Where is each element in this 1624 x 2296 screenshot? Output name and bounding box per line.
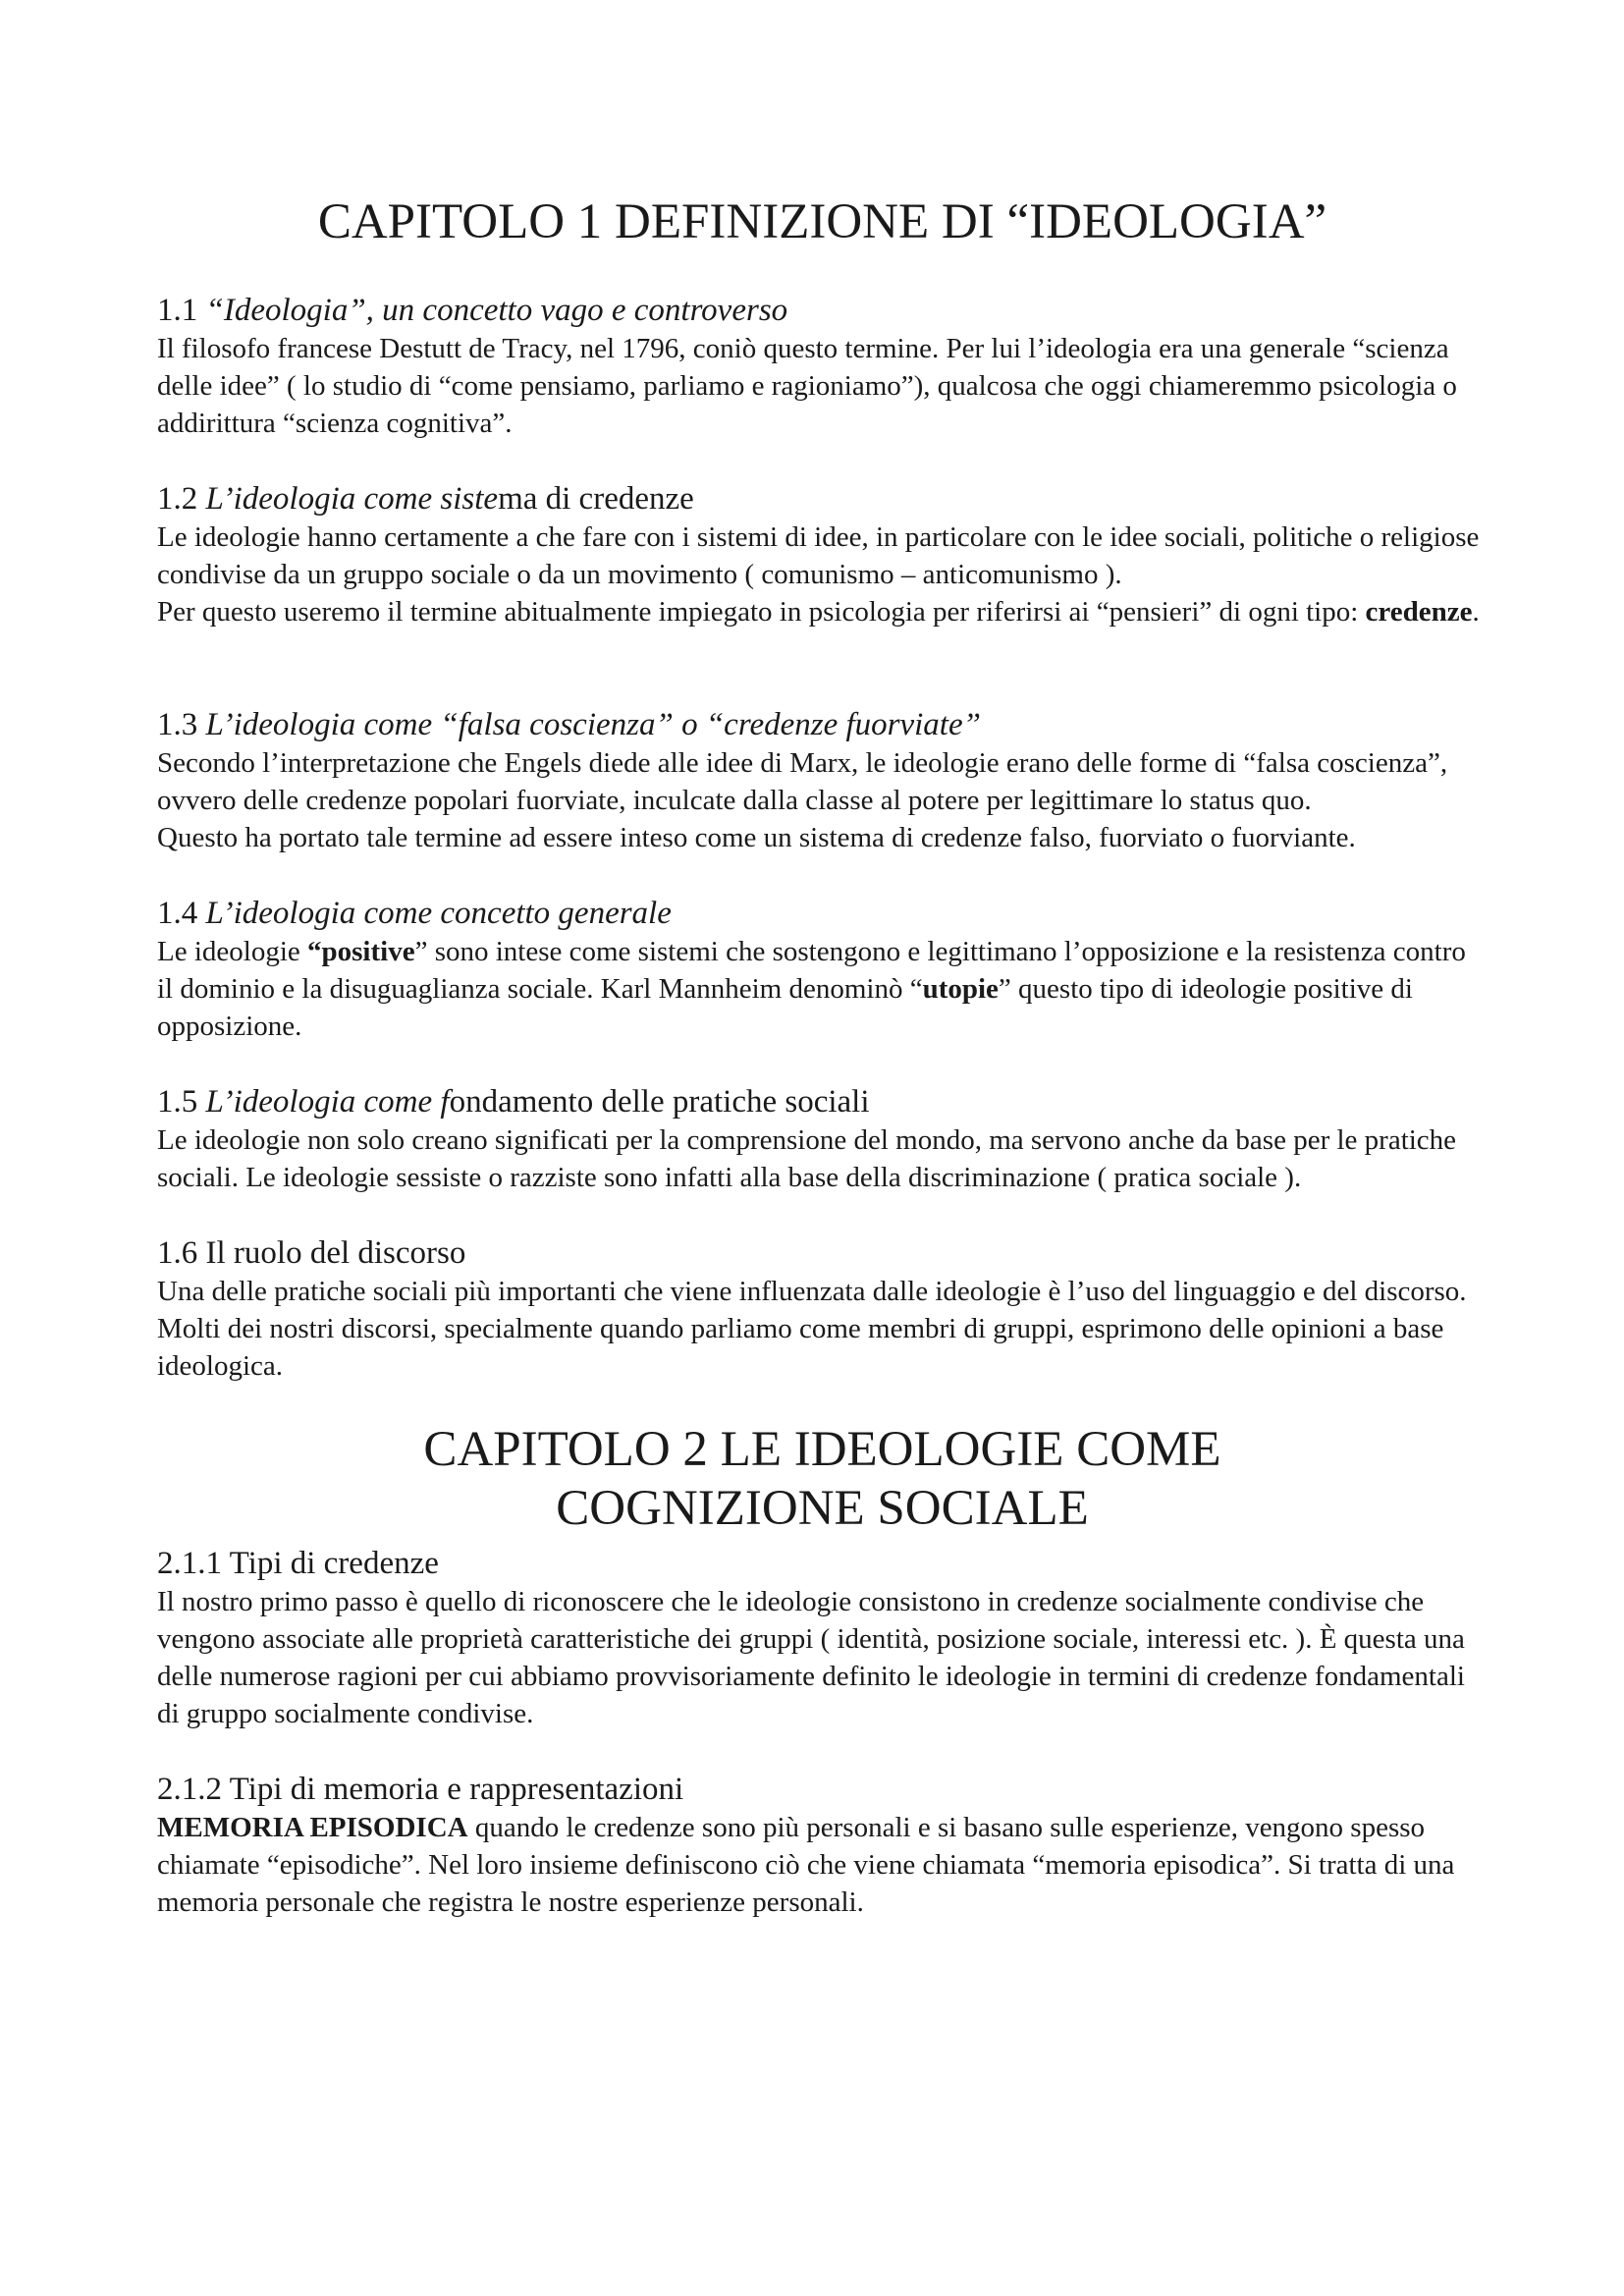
chapter1-title: CAPITOLO 1 DEFINIZIONE DI “IDEOLOGIA” bbox=[317, 194, 1327, 249]
section-1-4-heading bbox=[157, 894, 1488, 933]
section-2-1-2 bbox=[157, 1770, 1488, 1921]
term-memoria-episodica: MEMORIA EPISODICA bbox=[157, 1812, 468, 1843]
section-1-6-heading: 1.6 Il ruolo del discorso bbox=[157, 1235, 466, 1271]
section-1-1-paragraph: Il filosofo francese Destutt de Tracy, nel 1796, coniò questo termine. Per lui l’ideologia era una generale “scienza delle idee” ( lo studio di “come pensiamo, parliamo e ragioniamo”), qualcosa che oggi chiameremmo psicologia o addirittura “scienza cognitiva”. bbox=[157, 333, 1457, 439]
section-1-2 bbox=[157, 479, 1488, 630]
section-1-2-heading bbox=[157, 479, 1488, 519]
section-1-5 bbox=[157, 1082, 1488, 1196]
section-1-4-text-e: ” questo tipo di ideologie positive di opposizione. bbox=[157, 973, 1413, 1042]
section-1-3-title: L’ideologia come “falsa coscienza” o “credenze fuorviate” bbox=[205, 707, 981, 742]
term-credenze: credenze bbox=[1365, 596, 1473, 628]
page-content bbox=[157, 192, 1488, 1921]
section-1-3-heading bbox=[157, 705, 1488, 744]
section-1-2-number: 1.2 bbox=[157, 481, 206, 517]
section-1-3 bbox=[157, 705, 1488, 856]
section-2-1-2-body bbox=[157, 1809, 1488, 1921]
section-1-2-paragraph-2 bbox=[157, 593, 1488, 630]
chapter2-title: CAPITOLO 2 LE IDEOLOGIE COME COGNIZIONE SOCIALE bbox=[423, 1422, 1221, 1536]
section-1-5-paragraph: Le ideologie non solo creano significati per la comprensione del mondo, ma servono anche da base per le pratiche sociali. Le ideologie sessiste o razziste sono infatti alla base della discriminazione ( pratica sociale ). bbox=[157, 1124, 1457, 1193]
section-2-1-2-paragraph bbox=[157, 1809, 1488, 1921]
section-1-1-heading bbox=[157, 291, 1488, 330]
section-1-2-title-rest: ma di credenze bbox=[498, 481, 694, 517]
section-1-2-paragraph-1: Le ideologie hanno certamente a che fare con i sistemi di idee, in particolare con le idee sociali, politiche o religiose condivise da un gruppo sociale o da un movimento ( comunismo – anticomunismo ). bbox=[157, 521, 1480, 590]
section-1-4 bbox=[157, 894, 1488, 1045]
section-2-1-2-text: quando le credenze sono più personali e si basano sulle esperienze, vengono spesso chiamate “episodiche”. Nel loro insieme definiscono ciò che viene chiamata “memoria episodica”. Si tratta di una memoria personale che registra le nostre esperienze personali. bbox=[157, 1812, 1455, 1918]
section-1-2-p2-end: . bbox=[1472, 596, 1480, 628]
section-1-4-paragraph bbox=[157, 933, 1488, 1045]
section-1-4-body bbox=[157, 933, 1488, 1045]
section-2-1-1 bbox=[157, 1544, 1488, 1732]
term-utopie: utopie bbox=[922, 973, 999, 1005]
section-1-5-body bbox=[157, 1121, 1488, 1196]
section-2-1-1-heading: 2.1.1 Tipi di credenze bbox=[157, 1546, 439, 1581]
section-2-1-2-heading: 2.1.2 Tipi di memoria e rappresentazioni bbox=[157, 1772, 684, 1807]
section-1-4-title: L’ideologia come concetto generale bbox=[205, 896, 672, 931]
section-1-1-body bbox=[157, 330, 1488, 442]
section-1-6-paragraph: Una delle pratiche sociali più importanti che viene influenzata dalle ideologie è l’uso del linguaggio e del discorso. Molti dei nostri discorsi, specialmente quando parliamo come membri di gruppi, esprimono delle opinioni a base ideologica. bbox=[157, 1276, 1467, 1382]
section-1-1-title: “Ideologia”, un concetto vago e controverso bbox=[205, 293, 788, 328]
term-positive: “positive bbox=[307, 936, 415, 967]
section-1-6-body bbox=[157, 1273, 1488, 1385]
section-1-3-body bbox=[157, 744, 1488, 856]
section-1-5-number: 1.5 bbox=[157, 1084, 206, 1120]
section-1-3-number: 1.3 bbox=[157, 707, 206, 742]
section-1-3-paragraph-2: Questo ha portato tale termine ad essere inteso come un sistema di credenze falso, fuorviato o fuorviante. bbox=[157, 822, 1356, 853]
section-1-5-title-rest: ondamento delle pratiche sociali bbox=[449, 1084, 870, 1120]
section-1-1 bbox=[157, 291, 1488, 442]
section-1-3-paragraph-1: Secondo l’interpretazione che Engels diede alle idee di Marx, le ideologie erano delle forme di “falsa coscienza”, ovvero delle credenze popolari fuorviate, inculcate dalla classe al potere per legittimare lo status quo. bbox=[157, 747, 1448, 816]
section-1-1-number: 1.1 bbox=[157, 293, 206, 328]
section-1-2-p2-text: Per questo useremo il termine abitualmente impiegato in psicologia per riferirsi ai “pensieri” di ogni tipo: bbox=[157, 596, 1366, 628]
section-1-5-title-italic: L’ideologia come f bbox=[205, 1084, 450, 1120]
section-1-2-title-italic: L’ideologia come siste bbox=[205, 481, 499, 517]
section-2-1-1-body bbox=[157, 1583, 1488, 1732]
section-2-1-1-paragraph: Il nostro primo passo è quello di riconoscere che le ideologie consistono in credenze socialmente condivise che vengono associate alle proprietà caratteristiche dei gruppi ( identità, posizione sociale, interessi etc. ). È questa una delle numerose ragioni per cui abbiamo provvisoriamente definito le ideologie in termini di credenze fondamentali di gruppo socialmente condivise. bbox=[157, 1586, 1465, 1729]
section-1-2-body bbox=[157, 519, 1488, 630]
section-1-4-text-c: ” sono intese come sistemi che sostengono e legittimano l’opposizione e la resistenza contro il dominio e la disuguaglianza sociale. Karl Mannheim denominò “ bbox=[157, 936, 1466, 1005]
section-1-4-number: 1.4 bbox=[157, 896, 206, 931]
section-1-5-heading bbox=[157, 1082, 1488, 1121]
section-1-4-text-a: Le ideologie bbox=[157, 936, 308, 967]
section-1-6 bbox=[157, 1233, 1488, 1385]
